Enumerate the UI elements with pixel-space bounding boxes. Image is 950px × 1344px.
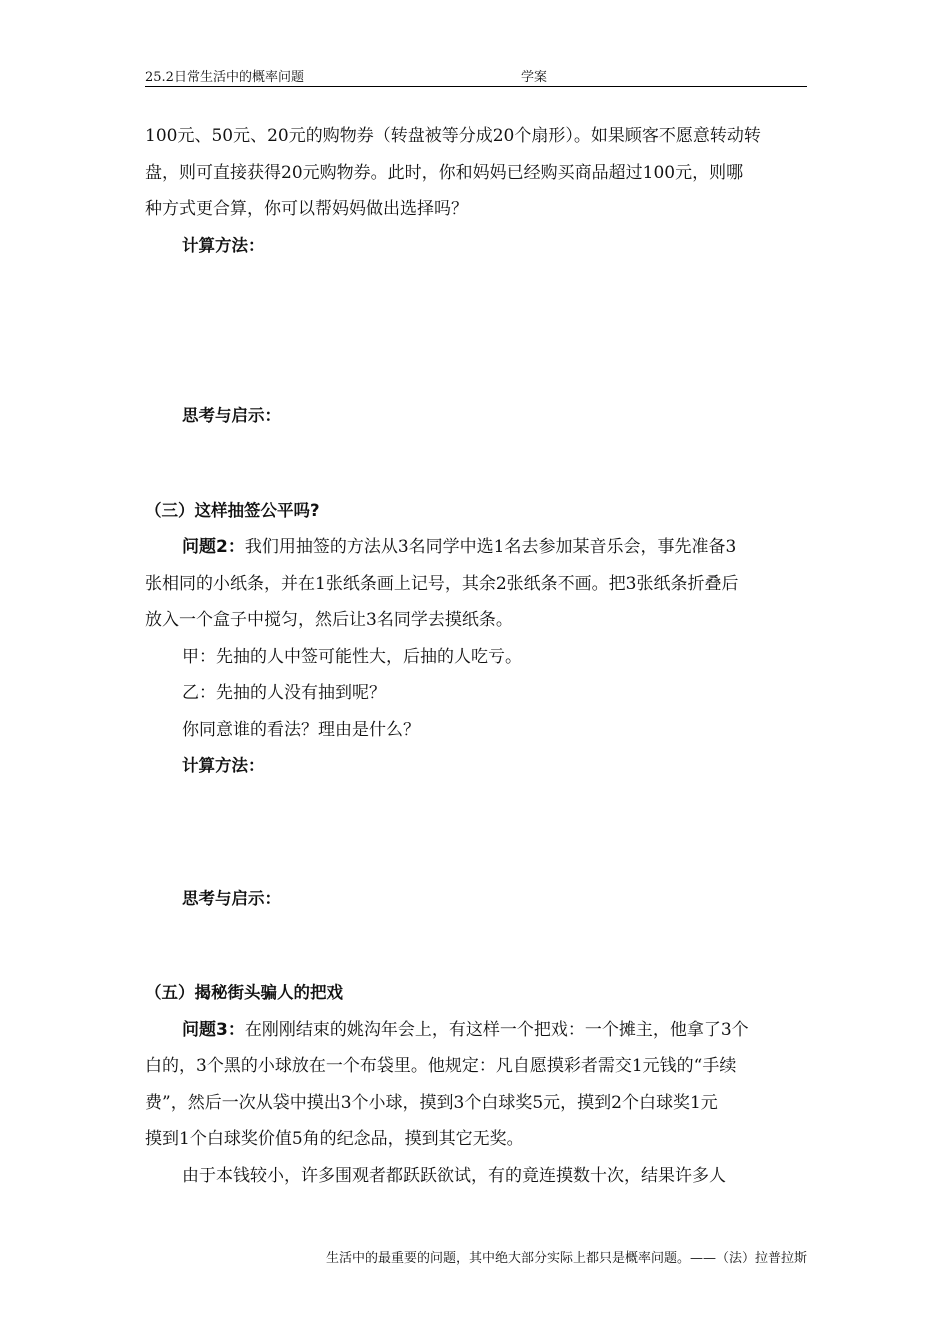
section-heading: （三）这样抽签公平吗? bbox=[145, 500, 320, 520]
answer-space bbox=[145, 917, 807, 975]
reflection-label: 思考与启示： bbox=[182, 888, 281, 908]
page-footer-quote: 生活中的最重要的问题，其中绝大部分实际上都只是概率问题。——（法）拉普拉斯 bbox=[325, 1251, 807, 1266]
reflection-label: 思考与启示： bbox=[182, 406, 281, 425]
header-title: 25.2日常生活中的概率问题 bbox=[145, 70, 304, 85]
paragraph-line: 张相同的小纸条，并在1张纸条画上记号，其余2张纸条不画。把3张纸条折叠后 bbox=[145, 573, 739, 594]
calc-method-label: 计算方法： bbox=[182, 756, 265, 775]
paragraph-line: 费”，然后一次从袋中摸出3个小球，摸到3个白球奖5元，摸到2个白球奖1元 bbox=[145, 1092, 718, 1113]
question-text: 你同意谁的看法？理由是什么？ bbox=[182, 719, 420, 740]
statement-jia: 甲：先抽的人中签可能性大，后抽的人吃亏。 bbox=[182, 646, 522, 667]
calc-method-label: 计算方法： bbox=[182, 235, 265, 255]
paragraph-line: 放入一个盒子中搅匀，然后让3名同学去摸纸条。 bbox=[145, 610, 513, 630]
problem-text: 我们用抽签的方法从3名同学中选1名去参加某音乐会，事先准备3 bbox=[244, 537, 737, 557]
header-doc-type: 学案 bbox=[521, 70, 548, 85]
answer-space bbox=[145, 264, 807, 398]
section-heading: （五）揭秘街头骗人的把戏 bbox=[145, 983, 343, 1002]
problem-paragraph bbox=[145, 1012, 807, 1049]
paragraph-line: 盘，则可直接获得20元购物券。此时，你和妈妈已经购买商品超过100元，则哪 bbox=[145, 162, 744, 183]
page-header bbox=[145, 64, 807, 87]
paragraph-line: 种方式更合算，你可以帮妈妈做出选择吗？ bbox=[145, 199, 468, 219]
statement-yi: 乙：先抽的人没有抽到呢？ bbox=[182, 683, 386, 703]
problem-paragraph bbox=[145, 529, 807, 566]
paragraph-line: 100元、50元、20元的购物券（转盘被等分成20个扇形）。如果顾客不愿意转动转 bbox=[145, 126, 761, 146]
problem-text: 在刚刚结束的姚沟年会上，有这样一个把戏：一个摊主，他拿了3个 bbox=[244, 1019, 749, 1040]
paragraph-line: 白的，3个黑的小球放在一个布袋里。他规定：凡自愿摸彩者需交1元钱的“手续 bbox=[145, 1056, 737, 1076]
answer-space bbox=[145, 435, 807, 493]
paragraph-line: 摸到1个白球奖价值5角的纪念品，摸到其它无奖。 bbox=[145, 1129, 524, 1149]
problem-label: 问题2： bbox=[182, 537, 245, 557]
answer-space bbox=[145, 785, 807, 881]
paragraph-line: 由于本钱较小，许多围观者都跃跃欲试，有的竟连摸数十次，结果许多人 bbox=[182, 1165, 726, 1186]
document-body bbox=[145, 118, 807, 1194]
problem-label: 问题3： bbox=[182, 1019, 245, 1040]
